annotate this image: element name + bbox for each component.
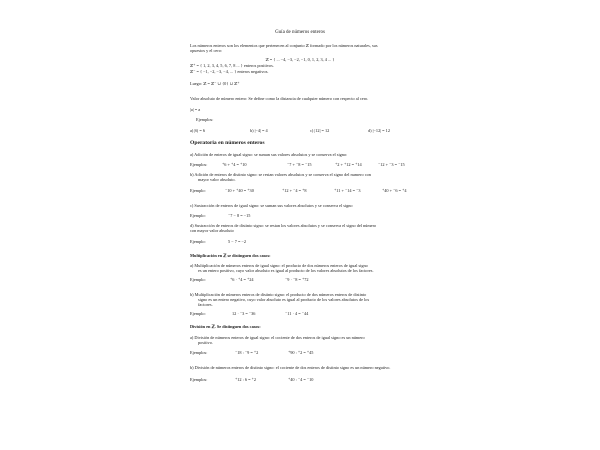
ops-b-example: ⁺40 + ⁻6 = ⁺4 xyxy=(382,188,407,193)
abs-examples-label: Ejemplos: xyxy=(196,117,214,122)
ops-a-text: a) Adición de enteros de igual signo: se suman sus valores absolutos y se conserva el signo: xyxy=(190,152,348,157)
abs-example: a) |6| = 6 xyxy=(190,128,206,133)
ops-a-label: Ejemplos: xyxy=(190,162,208,167)
ops-b-line-2: mayor valor absoluto. xyxy=(198,177,236,182)
mult-b-example: ⁻11 · 4 = ⁻44 xyxy=(285,311,309,316)
ops-c-text: c) Sustracción de enteros de igual signo: se suman sus valores absolutos y se conserva el signo xyxy=(190,203,353,208)
ops-d-label: Ejemplo: xyxy=(190,239,206,244)
mult-a-line-1: a) Multiplicación de números enteros de igual signo: el producto de dos números enteros de igual signo xyxy=(190,263,368,268)
page-title: Guía de números enteros xyxy=(275,30,325,35)
div-b-text: b) División de números enteros de distinto signo: el cociente de dos enteros de distinto signo es un número negativo. xyxy=(190,365,391,370)
mult-b-line-1: b) Multiplicación de números enteros de distinto signo: el producto de dos números enteros de distinto xyxy=(190,292,367,297)
mult-a-example: ⁺6 · ⁺4 = ⁺24 xyxy=(230,277,254,282)
div-b-example: ⁺40 : ⁻4 = ⁻10 xyxy=(288,377,314,382)
abs-notation: |a| = a xyxy=(190,107,201,112)
ops-b-example: ⁺12 + ⁻4 = ⁺8 xyxy=(282,188,307,193)
ops-b-label: Ejemplo: xyxy=(190,188,206,193)
ops-a-example: ⁻12 + ⁻3 = ⁻15 xyxy=(378,162,405,167)
abs-definition: Valor absoluto de número entero: Se define como la distancia de cualquier número con respecto al cero. xyxy=(190,96,369,101)
mult-b-example: 12 · ⁻3 = ⁻36 xyxy=(232,311,256,316)
z-set-definition: ℤ = { ... −4, −3, −2, −1, 0, 1, 2, 3, 4 ... } xyxy=(265,57,335,62)
intro-line-2: opuestos y el cero: xyxy=(190,48,223,53)
z-minus-definition: ℤ⁻ = { −1, −2, −3, −4, ... } enteros negativos. xyxy=(190,69,269,74)
z-plus-definition: ℤ⁺ = { 1, 2, 3, 4, 5, 6, 7, 8 ... } enteros positivos. xyxy=(190,63,274,68)
div-b-label: Ejemplos: xyxy=(190,377,208,382)
ops-d-line-2: con mayor valor absoluto xyxy=(190,228,234,233)
mult-a-label: Ejemplo: xyxy=(190,277,206,282)
ops-b-example: ⁻10 + ⁺40 = ⁺30 xyxy=(225,188,254,193)
ops-c-label: Ejemplo: xyxy=(190,213,206,218)
mult-heading: Multiplicación en ℤ se distinguen dos casos: xyxy=(190,253,271,258)
mult-b-line-3: factores. xyxy=(198,302,213,307)
ops-c-example: ⁻7 − 8 = −15 xyxy=(228,213,251,218)
div-a-label: Ejemplos: xyxy=(190,350,208,355)
div-b-example: ⁺12 : 6 = ⁺2 xyxy=(235,377,257,382)
ops-d-example: 5 − 7 = −2 xyxy=(228,239,247,244)
mult-a-example: ⁻9 · ⁻8 = ⁺72 xyxy=(285,277,309,282)
ops-b-example: ⁺11 + ⁻14 = ⁻3 xyxy=(334,188,361,193)
abs-example: c) |12| = 12 xyxy=(310,128,330,133)
mult-b-label: Ejemplo: xyxy=(190,311,206,316)
mult-a-line-2: es un entero positivo, cuyo valor absoluto es igual al producto de los valores absolutos de los factores. xyxy=(198,268,374,273)
ops-d-line-1: d) Sustracción de enteros de distinto signo: se restan los valores absolutos y se conserva el signo del número xyxy=(190,223,377,228)
div-heading: División en ℤ. Se distinguen dos casos: xyxy=(190,324,261,329)
abs-example: d) |−12| = 12 xyxy=(368,128,390,133)
ops-a-example: ⁺2 + ⁺12 = ⁺14 xyxy=(335,162,362,167)
ops-b-line-1: b) Adición de enteros de distinto signo: se restan valores absolutos y se conserva el signo del numero con xyxy=(190,172,371,177)
div-a-example: ⁺90 : ⁺2 = ⁺45 xyxy=(288,350,314,355)
div-a-line-2: positivo. xyxy=(198,340,213,345)
z-union: Luego: ℤ = ℤ⁻ ∪ {0} ∪ ℤ⁺ xyxy=(190,81,240,86)
abs-example: b) |−4| = 4 xyxy=(250,128,268,133)
div-a-example: ⁻18 : ⁻9 = ⁺2 xyxy=(235,350,259,355)
intro-line-1: Los números enteros son los elementos que pertenecen al conjunto ℤ formado por los números naturales, sus xyxy=(190,43,378,48)
ops-heading: Operatoria en números enteros xyxy=(190,140,265,146)
div-a-line-1: a) División de números enteros de igual signo: el cociente de dos enteros de igual signo es un número xyxy=(190,335,365,340)
ops-a-example: ⁺6 + ⁺4 = ⁺10 xyxy=(222,162,247,167)
ops-a-example: ⁻7 + ⁻8 = ⁻15 xyxy=(287,162,312,167)
mult-b-line-2: signo es un entero negativo, cuyo valor absoluto es igual al producto de los valores absolutos de los xyxy=(198,297,370,302)
